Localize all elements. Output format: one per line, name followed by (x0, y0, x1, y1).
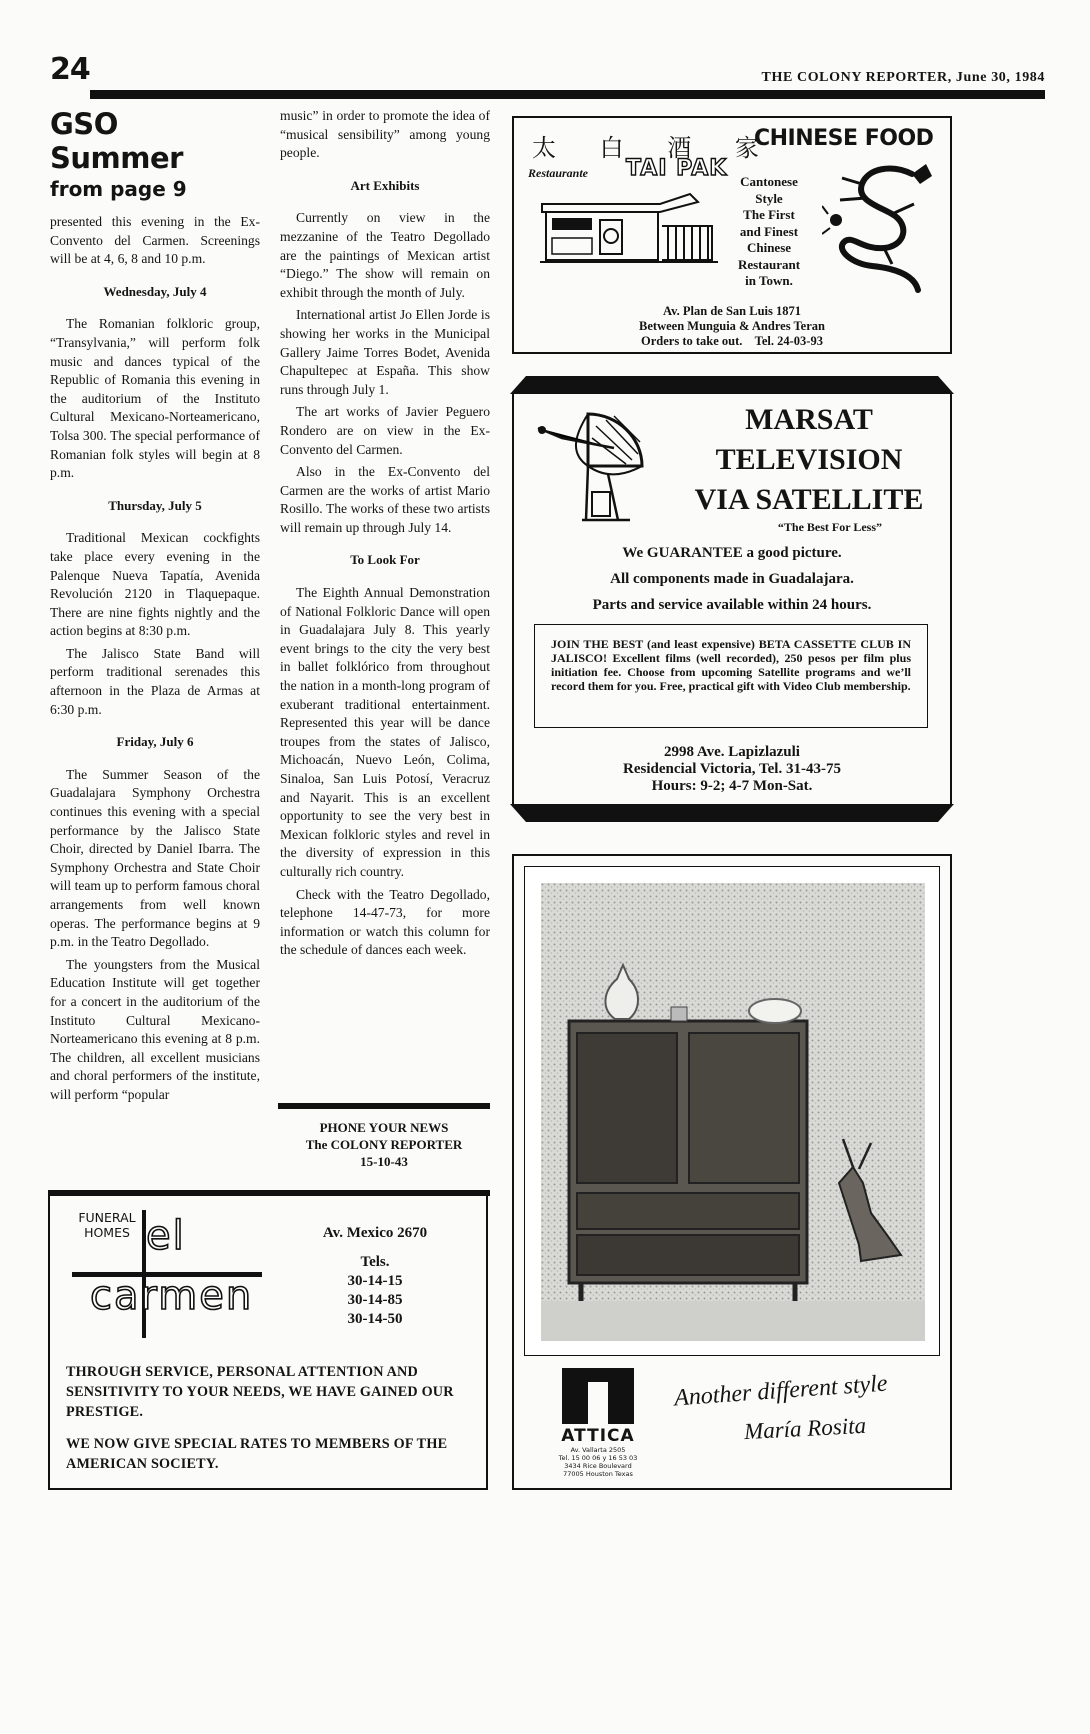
marsat-address (514, 744, 950, 795)
attica-contact (538, 1446, 658, 1478)
masthead: THE COLONY REPORTER, June 30, 1984 (761, 70, 1045, 85)
attica-photo-frame (524, 866, 940, 1356)
top-rule (48, 1190, 490, 1196)
article-column-2 (280, 107, 490, 964)
address-line: Residencial Victoria, Tel. 31-43-75 (623, 761, 841, 777)
ad-title: CHINESE FOOD (754, 126, 934, 151)
description-line: Restaurant (737, 256, 801, 272)
attica-signature: María Rosita (743, 1412, 867, 1445)
contact-line: Av. Vallarta 2505 (570, 1446, 626, 1454)
address-line: Av. Plan de San Luis 1871 (662, 304, 801, 318)
satellite-dish-icon (534, 408, 658, 532)
address-line: Between Munguia & Andres Teran (639, 319, 825, 333)
article-column-1 (50, 107, 260, 1109)
title-line: MARSAT (745, 403, 873, 436)
paragraph: Currently on view in the mezzanine of the Teatro Degollado are the paintings of Mexican artist “Diego.” The show will remain on exhibit through the month of July. (280, 210, 490, 300)
funeral-special-rates: WE NOW GIVE SPECIAL RATES TO MEMBERS OF THE AMERICAN SOCIETY. (66, 1436, 448, 1472)
phone-number: 15-10-43 (360, 1154, 408, 1169)
headline: GSO Summer (50, 107, 183, 175)
phone-line: PHONE YOUR NEWS (319, 1120, 449, 1135)
paragraph: music” in order to promote the idea of “musical sensibility” among young people. (280, 108, 490, 161)
description-line: The First (743, 207, 795, 222)
marsat-features (514, 540, 950, 618)
section-heading: Wednesday, July 4 (103, 283, 207, 299)
club-text: JOIN THE BEST (and least expensive) BETA CASSETTE CLUB IN JALISCO! Excellent films (well recorded), 250 pesos per film plus initiation fee. Choose from upcoming Satellite programs and we’ll record them for you. Free, practical gift with Video Club membership. (551, 637, 911, 693)
telephone: 30-14-50 (347, 1311, 403, 1327)
description-line: and Finest (739, 223, 799, 239)
chinese-food-ad (512, 116, 952, 354)
restaurant-description (724, 174, 814, 290)
cassette-club-box (534, 624, 928, 728)
attica-script-line: Another different style (673, 1370, 889, 1412)
phone-line: The COLONY REPORTER (305, 1137, 463, 1152)
contact-line: 3434 Rice Boulevard (564, 1462, 632, 1470)
address-line: Orders to take out. Tel. 24-03-93 (641, 334, 823, 348)
attica-ad (512, 854, 952, 1490)
funeral-address: Av. Mexico 2670 (322, 1225, 428, 1241)
masthead-rule (90, 90, 1045, 99)
feature-line: We GUARANTEE a good picture. (622, 545, 842, 561)
tels-label: Tels. (360, 1254, 390, 1270)
telephone: 30-14-15 (347, 1273, 403, 1289)
contact-line: Tel. 15 00 06 y 16 53 03 (558, 1454, 638, 1462)
subheadline: from page 9 (50, 177, 187, 201)
address-line: 2998 Ave. Lapizlazuli (664, 744, 800, 760)
section-heading: Friday, July 6 (116, 734, 194, 750)
paragraph: presented this evening in the Ex-Convento del Carmen. Screenings will be at 4, 6, 8 and 10 p.m. (50, 214, 260, 267)
marsat-title (664, 400, 954, 520)
section-heading: To Look For (350, 552, 420, 568)
paragraph: International artist Jo Ellen Jorde is showing her works in the Municipal Gallery Jaime Torres Bodet, Avenida Chapultepec at España. This show runs through July 1. (280, 307, 490, 397)
logo-el: el (146, 1213, 186, 1259)
restaurante-label: Restaurante (528, 166, 589, 180)
paragraph: The art works of Javier Peguero Rondero are on view in the Ex-Convento del Carmen. (280, 404, 490, 457)
paragraph: The Jalisco State Band will perform traditional serenades this afternoon in the Plaza de Armas at 6:30 p.m. (50, 645, 260, 717)
paragraph: The Eighth Annual Demonstration of National Folkloric Dance will open in Guadalajara July 8. This yearly event brings to the city the very best in ballet folklórico from throughout the nation in a month-long program of exuberant traditional entertainment. Represented this year will be dance troupes from the states of Jalisco, Michoacán, Nuevo León, Colima, Sinaloa, San Luis Potosí, Veracruz and Nayarit. This is an excellent opportunity to see the very best in Mexican folkloric styles and revel in the diversity of expression in this culturally rich country. (280, 585, 490, 879)
slogan: “The Best For Less” (777, 520, 882, 534)
feature-line: Parts and service available within 24 hours. (592, 597, 872, 613)
paragraph: Traditional Mexican cockfights take place every evening in the Palenque Nueva Tapatía, Avenida Revolución 2120 in Tlaquepaque. There are nine fights nightly and the action begins at 8:30 p.m. (50, 530, 260, 639)
description-line: Cantonese (740, 174, 798, 189)
funeral-contact (290, 1224, 460, 1329)
attica-logo (562, 1368, 634, 1424)
funeral-tagline: THROUGH SERVICE, PERSONAL ATTENTION AND SENSITIVITY TO YOUR NEEDS, WE HAVE GAINED OUR PRESTIGE. (66, 1364, 454, 1420)
description-line: in Town. (745, 273, 793, 288)
title-line: TELEVISION (715, 443, 903, 476)
marsat-bottom-banner (510, 804, 954, 824)
paragraph: The Summer Season of the Guadalajara Symphony Orchestra continues this evening with a special performance by the Jalisco State Choir, directed by Daniel Ibarra. The Symphony Orchestra and State Choir will team up to perform famous choral arrangements from well known operas. The performance begins at 9 p.m. in the Teatro Degollado. (50, 766, 260, 950)
restaurant-building-illustration (540, 186, 720, 266)
divider (278, 1103, 490, 1109)
contact-line: 77005 Houston Texas (563, 1470, 633, 1478)
address-line: Hours: 9-2; 4-7 Mon-Sat. (651, 778, 813, 794)
title-line: VIA SATELLITE (694, 483, 924, 516)
restaurant-name: TAI PAK (626, 156, 728, 181)
section-heading: Art Exhibits (350, 177, 420, 193)
attica-name: ATTICA (561, 1426, 635, 1446)
section-heading: Thursday, July 5 (108, 497, 202, 513)
paragraph: Check with the Teatro Degollado, telephone 14-47-73, for more information or watch this column for the schedule of dances each week. (280, 886, 490, 958)
page-number: 24 (50, 52, 90, 87)
paragraph: Also in the Ex-Convento del Carmen are the works of artist Mario Rosillo. The works of these two artists will remain up through July 14. (280, 464, 490, 535)
logo-carmen: carmen (90, 1273, 254, 1319)
paragraph: The youngsters from the Musical Education Institute will get together for a concert in the auditorium of the Instituto Cultural Mexicano-Norteamericano this evening at 8 p.m. The children, all excellent musicians and choral performers of the institute, will perform “popular (50, 956, 260, 1102)
paragraph: The Romanian folkloric group, “Transylvania,” will perform folk music and dances typical of the Republic of Romania this evening in the auditorium of the Instituto Cultural Mexicano-Norteamericano, Tolsa 300. The special performance of Romanian folk styles will begin at 8 p.m. (50, 316, 260, 481)
funeral-ad (48, 1196, 488, 1490)
furniture-photo (541, 883, 925, 1341)
funeral-homes-label: FUNERAL HOMES (78, 1210, 136, 1240)
phone-your-news (278, 1119, 490, 1170)
dragon-illustration (822, 154, 940, 302)
restaurant-address (514, 304, 950, 349)
telephone: 30-14-85 (347, 1292, 403, 1308)
feature-line: All components made in Guadalajara. (610, 571, 854, 587)
description-line: Style (755, 190, 783, 206)
description-line: Chinese (746, 240, 792, 255)
marsat-top-banner (510, 376, 954, 396)
marsat-ad (512, 394, 952, 804)
chinese-characters: 太 白 酒 家 (532, 134, 777, 162)
